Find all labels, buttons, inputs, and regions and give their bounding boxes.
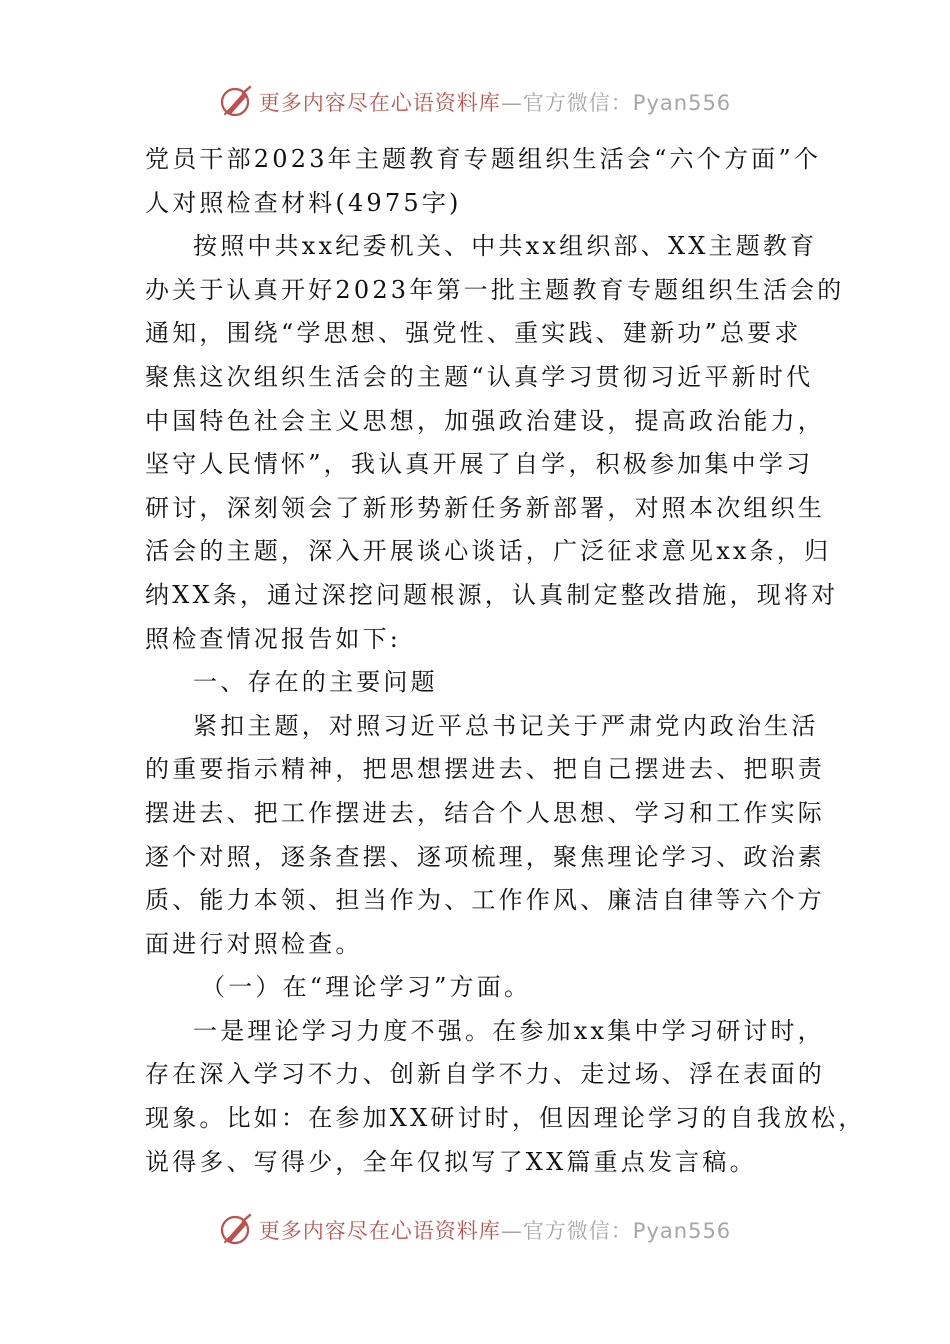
- paragraph-line: 的重要指示精神，把思想摆进去、把自己摆进去、把职责: [145, 755, 825, 784]
- section-heading: 一、存在的主要问题: [193, 668, 438, 697]
- paragraph-line: 摆进去、把工作摆进去，结合个人思想、学习和工作实际: [145, 798, 825, 827]
- paragraph-line: 存在深入学习不力、创新自学不力、走过场、浮在表面的: [145, 1060, 825, 1089]
- paragraph-line: 现象。比如：在参加XX研讨时，但因理论学习的自我放松，: [145, 1104, 866, 1133]
- subsection-heading: （一）在“理论学习”方面。: [201, 973, 532, 1002]
- banner-prefix: 更多内容尽在心语资料库: [258, 1219, 501, 1243]
- header-banner: [0, 82, 950, 122]
- paragraph-intro-line: 办关于认真开好2023年第一批主题教育专题组织生活会的: [145, 275, 845, 304]
- paragraph-line: 说得多、写得少，全年仅拟写了XX篇重点发言稿。: [145, 1147, 757, 1176]
- pen-logo-icon: [219, 84, 255, 120]
- paragraph-intro-line: 坚守人民情怀”，我认真开展了自学，积极参加集中学习: [145, 450, 814, 479]
- paragraph-line: 逐个对照，逐条查摆、逐项梳理，聚焦理论学习、政治素: [145, 842, 825, 871]
- paragraph-intro-line: 通知，围绕“学思想、强党性、重实践、建新功”总要求: [145, 319, 802, 348]
- banner-text: [259, 1215, 731, 1245]
- paragraph-line: 面进行对照检查。: [145, 929, 363, 958]
- banner-prefix: 更多内容尽在心语资料库: [258, 91, 501, 115]
- banner-suffix: —官方微信：Pyan556: [500, 1219, 732, 1243]
- paragraph-intro-line: 活会的主题，深入开展谈心谈话，广泛征求意见xx条，归: [145, 537, 832, 566]
- document-body: [145, 138, 866, 1184]
- banner-suffix: —官方微信：Pyan556: [500, 91, 732, 115]
- paragraph-line: 紧扣主题，对照习近平总书记关于严肃党内政治生活: [193, 711, 819, 740]
- paragraph-intro-line: 研讨，深刻领会了新形势新任务新部署，对照本次组织生: [145, 493, 825, 522]
- paragraph-intro-line: 按照中共xx纪委机关、中共xx组织部、XX主题教育: [193, 232, 818, 261]
- footer-banner: [0, 1210, 950, 1250]
- pen-logo-icon: [219, 1212, 255, 1248]
- document-title-line-2: 人对照检查材料(4975字): [145, 188, 462, 217]
- paragraph-intro-line: 照检查情况报告如下:: [145, 624, 402, 653]
- banner-text: [259, 87, 731, 117]
- paragraph-intro-line: 聚焦这次组织生活会的主题“认真学习贯彻习近平新时代: [145, 362, 814, 391]
- paragraph-intro-line: 中国特色社会主义思想，加强政治建设，提高政治能力，: [145, 406, 825, 435]
- paragraph-intro-line: 纳XX条，通过深挖问题根源，认真制定整改措施，现将对: [145, 580, 839, 609]
- paragraph-line: 一是理论学习力度不强。在参加xx集中学习研讨时，: [193, 1016, 825, 1045]
- paragraph-line: 质、能力本领、担当作为、工作作风、廉洁自律等六个方: [145, 886, 825, 915]
- document-title-line-1: 党员干部2023年主题教育专题组织生活会“六个方面”个: [145, 145, 822, 173]
